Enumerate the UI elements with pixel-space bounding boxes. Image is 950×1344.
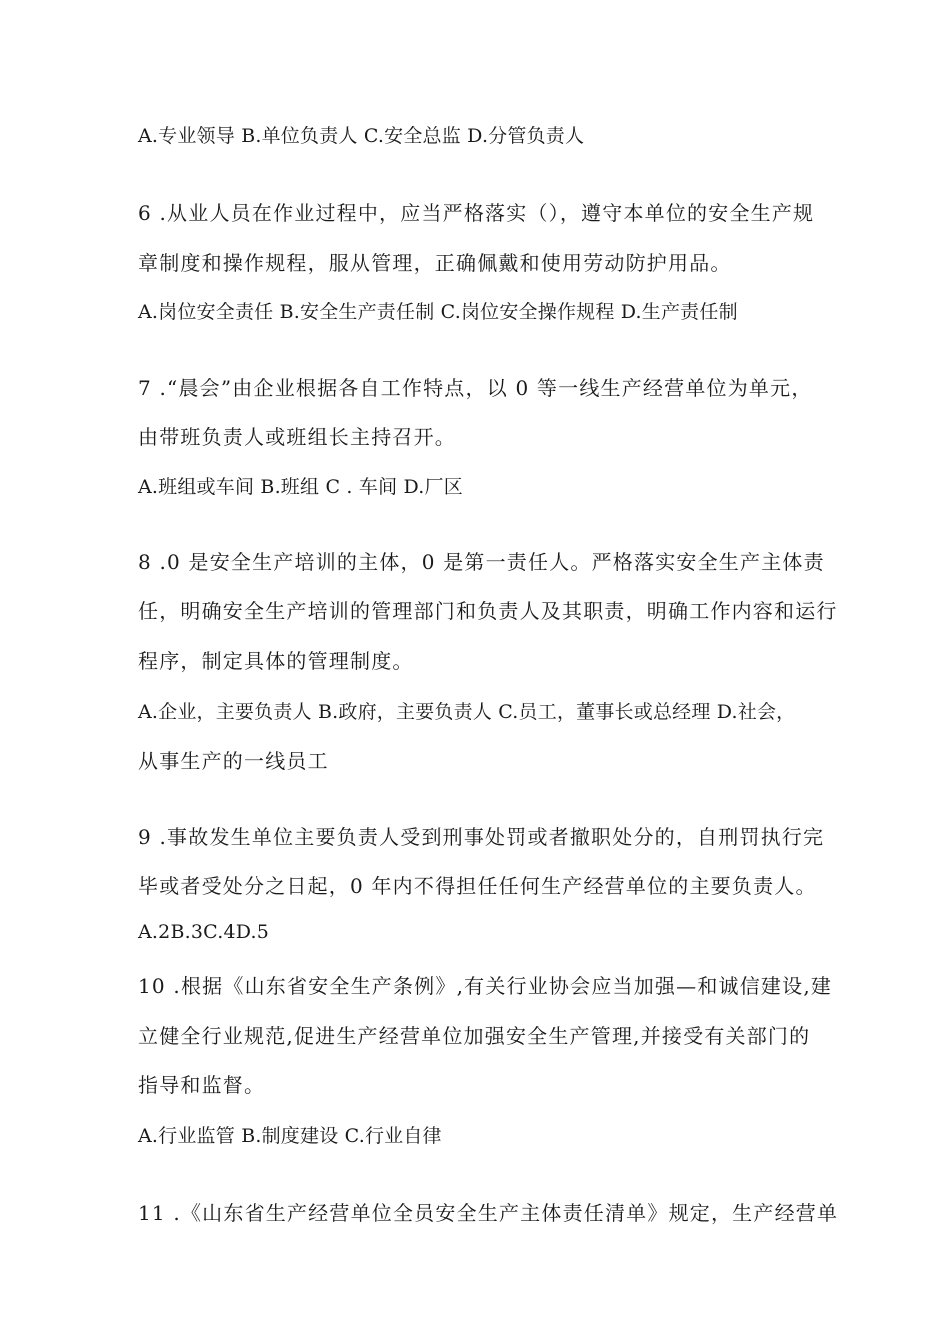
q8-options-line-1: A.企业，主要负责人 B.政府，主要负责人 C.员工，董事长或总经理 D.社会， [138, 701, 796, 723]
q7-question-line-1: 7 .“晨会”由企业根据各自工作特点，以 0 等一线生产经营单位为单元， [138, 376, 813, 400]
q10-question-line-1: 10 .根据《山东省安全生产条例》,有关行业协会应当加强—和诚信建设,建 [138, 974, 833, 998]
q6-question-line-1: 6 .从业人员在作业过程中，应当严格落实（），遵守本单位的安全生产规 [138, 201, 815, 225]
q6-options: A.岗位安全责任 B.安全生产责任制 C.岗位安全操作规程 D.生产责任制 [138, 301, 738, 323]
q9-question-line-2: 毕或者受处分之日起，0 年内不得担任任何生产经营单位的主要负责人。 [138, 874, 817, 898]
q10-options: A.行业监管 B.制度建设 C.行业自律 [138, 1125, 442, 1147]
q8-question-line-2: 任，明确安全生产培训的管理部门和负责人及其职责，明确工作内容和运行 [138, 599, 838, 623]
q7-options: A.班组或车间 B.班组 C . 车间 D.厂区 [138, 476, 463, 498]
q9-question-line-1: 9 .事故发生单位主要负责人受到刑事处罚或者撤职处分的，自刑罚执行完 [138, 825, 825, 849]
q6-question-line-2: 章制度和操作规程，服从管理，正确佩戴和使用劳动防护用品。 [138, 251, 732, 275]
q10-question-line-2: 立健全行业规范,促进生产经营单位加强安全生产管理,并接受有关部门的 [138, 1024, 811, 1048]
q8-question-line-1: 8 .0 是安全生产培训的主体，0 是第一责任人。严格落实安全生产主体责 [138, 550, 825, 574]
q10-question-line-3: 指导和监督。 [138, 1073, 266, 1097]
q9-options: A.2B.3C.4D.5 [138, 921, 270, 943]
q8-options-line-2: 从事生产的一线员工 [138, 749, 329, 773]
q8-question-line-3: 程序，制定具体的管理制度。 [138, 649, 414, 673]
q11-question-line-1: 11 .《山东省生产经营单位全员安全生产主体责任清单》规定，生产经营单 [138, 1201, 839, 1225]
q5-options: A.专业领导 B.单位负责人 C.安全总监 D.分管负责人 [138, 125, 585, 147]
q7-question-line-2: 由带班负责人或班组长主持召开。 [138, 425, 456, 449]
